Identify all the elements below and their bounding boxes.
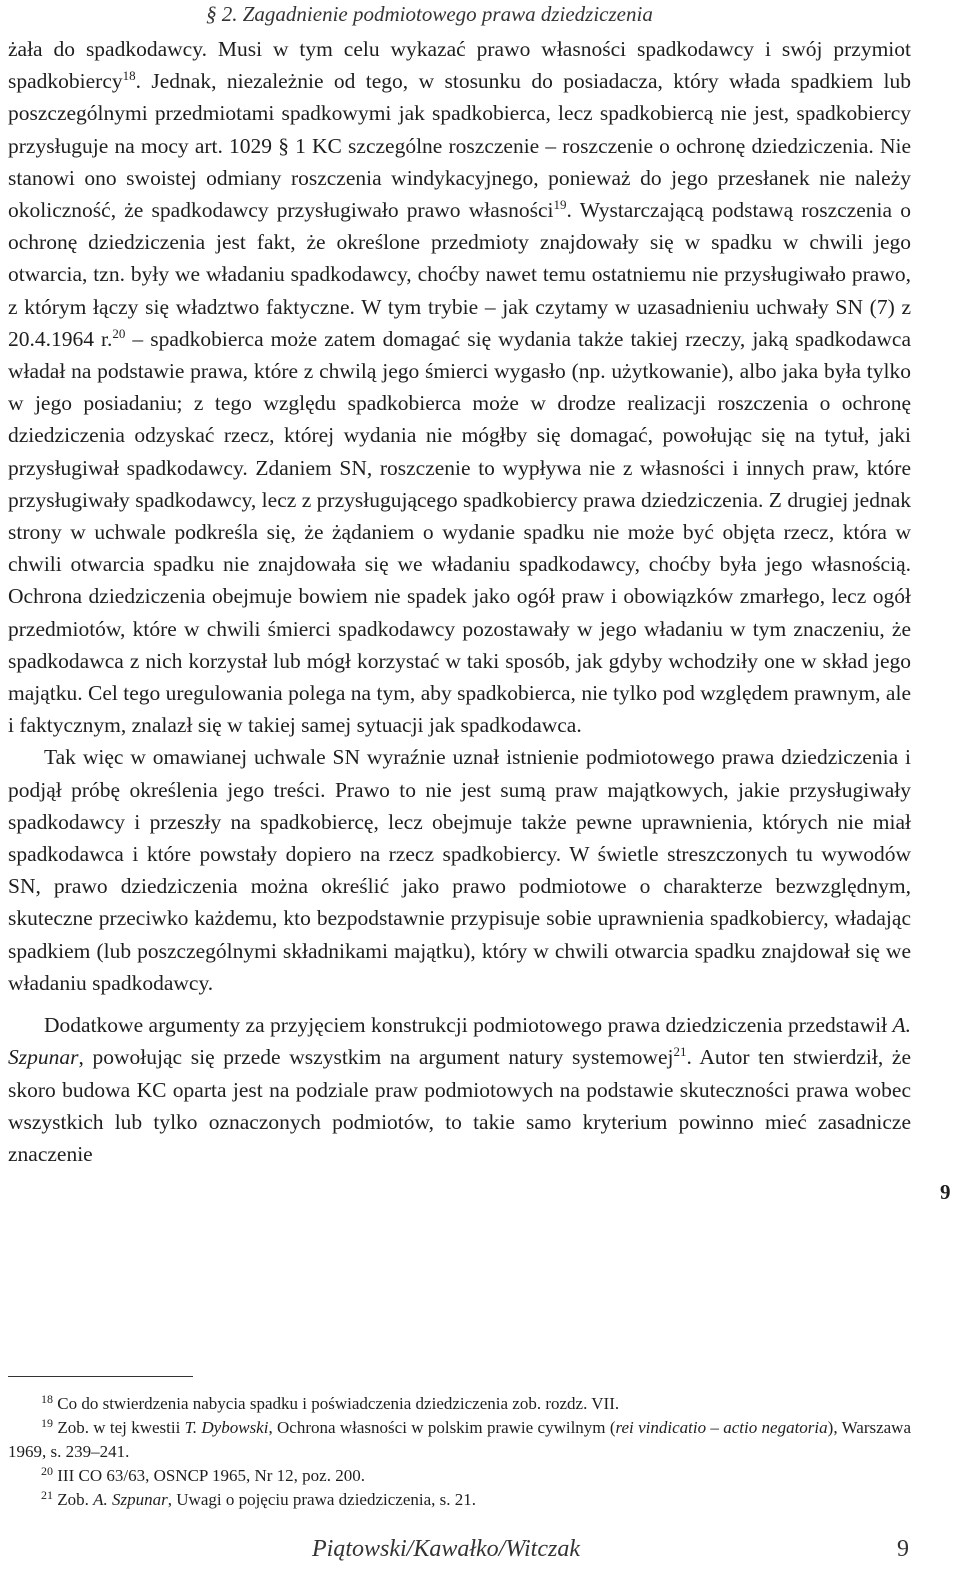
footnote-ref-21[interactable]: 21 xyxy=(673,1044,687,1060)
p1-part-d: – spadkobierca może zatem domagać się wydania także takiej rzeczy, jaką spadkodawca władał na podstawie prawa, które z chwilą jego śmierci wygasło (np. użytkowanie), albo jaka była tylko w jego posiadaniu; z tego względu spadkobierca może w drodze realizacji roszczenia o ochronę dziedziczenia odzyskać rzecz, której wydania nie mógłby się domagać, powołując się na tytuł, jaki przysługiwał spadkodawcy. Zdaniem SN, roszczenie to wypływa nie z własności i innych praw, które przysługiwały spadkodawcy, lecz z przysługującego spadkobiercy prawa dziedziczenia. Z drugiej jednak strony w uchwale podkreśla się, że żądaniem o wydanie spadku nie może być objęta rzecz, która w chwili otwarcia spadku nie znajdowała się we władaniu spadkodawcy, choćby była jego własnością. Ochrona dziedziczenia obejmuje bowiem nie spadek jako ogół praw i obowiązków zmarłego, lecz ogół przedmiotów, które w chwili śmierci spadkodawcy pozostawały w jego władaniu w tym znaczeniu, że spadkodawca z nich korzystał lub mógł korzystać w taki sposób, jak gdyby wchodziły one w skład jego majątku. Cel tego uregulowania polega na tym, aby spadkobierca, nie tylko pod względem prawnym, ale i faktycznym, znalazł się w takiej samej sytuacji jak spadkodawca. xyxy=(8,326,911,738)
footnote-text: Zob. w tej kwestii xyxy=(57,1418,185,1437)
footnote-number: 18 xyxy=(41,1392,53,1406)
p1-part-a: żała do spadkodawcy. Musi w tym celu wykazać prawo własności spadkodawcy i swój przymiot spadkobiercy xyxy=(8,37,911,94)
footnote-ref-19[interactable]: 19 xyxy=(553,197,567,213)
footnote-text: Zob. xyxy=(57,1490,94,1509)
footnote-number: 19 xyxy=(41,1416,53,1430)
footnote-author: A. Szpunar xyxy=(93,1490,168,1509)
main-text xyxy=(8,33,911,1170)
footnote-21 xyxy=(8,1488,911,1512)
footnote-18 xyxy=(8,1392,911,1416)
footnote-number: 20 xyxy=(41,1464,53,1478)
margin-number: 9 xyxy=(940,1180,951,1204)
footnote-text: , Uwagi o pojęciu prawa dziedziczenia, s. 21. xyxy=(167,1490,477,1509)
paragraph-3 xyxy=(8,1009,911,1170)
page-number: 9 xyxy=(897,1536,909,1562)
p1-part-b: . Jednak, niezależnie od tego, w stosunku do posiadacza, który włada spadkiem lub poszczególnymi przedmiotami spadkowymi jak spadkobierca, lecz spadkobiercą nie jest, spadkobiercy przysługuje na mocy art. 1029 § 1 KC szczególne roszczenie – roszczenie o ochronę dziedziczenia. Nie stanowi ono swoistej odmiany roszczenia windykacyjnego, ponieważ do jego przesłanek nie należy okoliczność, że spadkodawcy przysługiwało prawo własności xyxy=(8,69,911,223)
running-header: § 2. Zagadnienie podmiotowego prawa dziedziczenia xyxy=(206,2,653,26)
p3-part-a: Dodatkowe argumenty za przyjęciem konstrukcji podmiotowego prawa dziedziczenia przedstawił xyxy=(44,1013,893,1038)
footnote-author: T. Dybowski xyxy=(184,1418,269,1437)
p1-part-c: . Wystarczającą podstawą roszczenia o ochronę dziedziczenia jest fakt, że określone przedmioty znajdowały się w spadku w chwili jego otwarcia, tzn. były we władaniu spadkodawcy, choćby nawet temu ostatniemu nie przysługiwało prawo, z którym łączy się władztwo faktyczne. W tym trybie – jak czytamy w uzasadnieniu uchwały SN (7) z 20.4.1964 r. xyxy=(8,198,911,351)
footnotes xyxy=(8,1392,911,1512)
p3-part-c: . Autor ten stwierdził, że skoro budowa KC oparta jest na podziale praw podmiotowych na podstawie skuteczności prawa wobec wszystkich lub tylko oznaczonych podmiotów, to takie samo kryterium powinno mieć zasadnicze znaczenie xyxy=(8,1045,912,1166)
footnote-latin: rei vindicatio – actio negatoria xyxy=(615,1418,828,1437)
footnote-19 xyxy=(8,1416,911,1464)
paragraph-2: Tak więc w omawianej uchwale SN wyraźnie uznał istnienie podmiotowego prawa dziedziczenia i podjął próbę określenia jego treści. Prawo to nie jest sumą praw majątkowych, jakie przysługiwały spadkodawcy i przeszły na spadkobiercę, lecz obejmuje także pewne uprawnienia, których nie miał spadkodawca i które powstały dopiero na rzecz spadkobiercy. W świetle streszczonych tu wywodów SN, prawo dziedziczenia można określić jako prawo podmiotowe o charakterze bezwzględnym, skuteczne przeciwko każdemu, kto bezpodstawnie przypisuje sobie uprawnienia spadkobiercy, władając spadkiem (lub poszczególnymi składnikami majątku), który w chwili otwarcia spadku znajdował się we władaniu spadkodawcy. xyxy=(8,745,911,995)
footnote-20 xyxy=(8,1464,911,1488)
footnote-text: III CO 63/63, OSNCP 1965, Nr 12, poz. 200. xyxy=(57,1466,365,1485)
author-name: A. Szpunar xyxy=(8,1013,911,1070)
footnote-ref-18[interactable]: 18 xyxy=(122,68,136,84)
footer-authors: Piątowski/Kawałko/Witczak xyxy=(312,1536,580,1562)
footnote-text: , Ochrona własności w polskim prawie cywilnym ( xyxy=(268,1418,616,1437)
paragraph-1 xyxy=(8,33,911,741)
p3-part-b: , powołując się przede wszystkim na argument natury systemowej xyxy=(78,1045,674,1070)
footnote-text: Co do stwierdzenia nabycia spadku i poświadczenia dziedziczenia zob. rozdz. VII. xyxy=(57,1394,620,1413)
footnote-divider xyxy=(8,1376,193,1377)
footnote-number: 21 xyxy=(41,1488,53,1502)
footnote-ref-20[interactable]: 20 xyxy=(112,325,126,341)
footnote-text: ), Warszawa 1969, s. 239–241. xyxy=(8,1418,912,1461)
